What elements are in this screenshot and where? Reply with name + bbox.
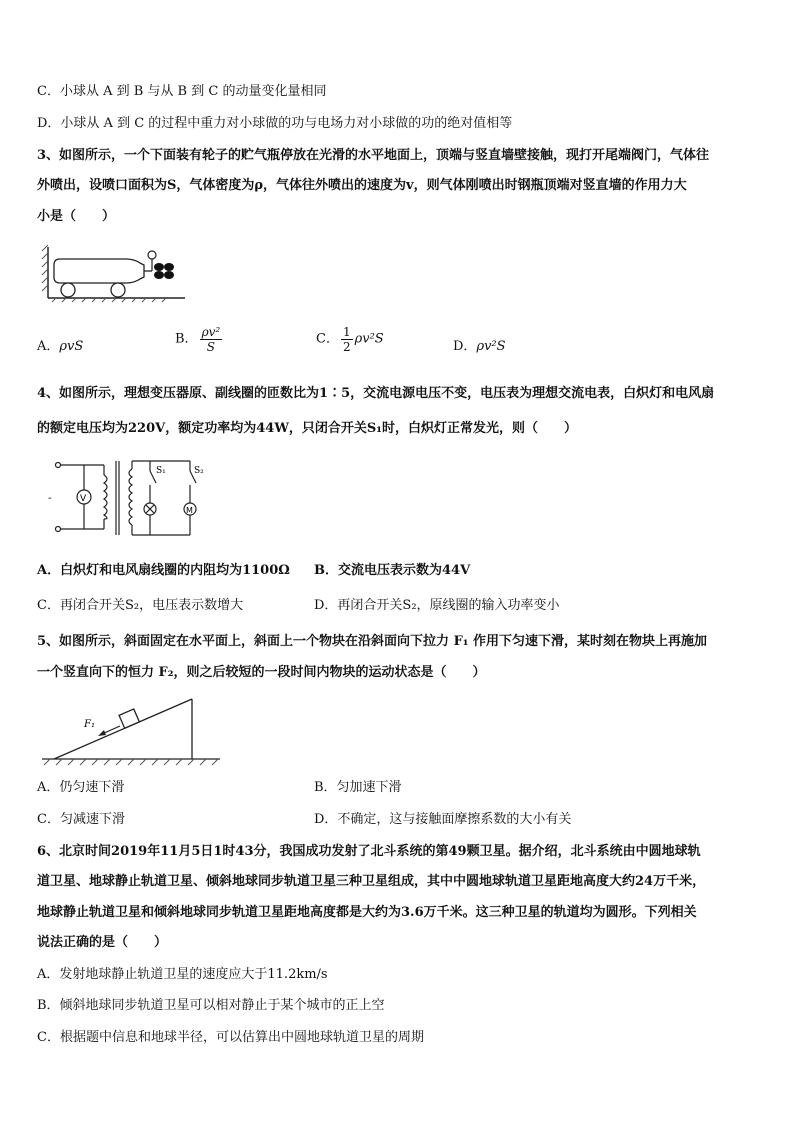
q4-option-b: B．交流电压表示数为44V [314,563,471,578]
q6-stem-line1: 6、北京时间2019年11月5日1时43分，我国成功发射了北斗系统的第49颗卫星。据介绍，北斗系统由中圆地球轨 [37,844,701,859]
q3-option-a-label: A． [37,339,60,354]
q5-option-a: A．仍匀速下滑 [37,780,125,795]
q3-option-c-numerator: 1 [342,325,351,339]
q4-figure-s1-label: S₁ [156,466,166,476]
q4-stem-line2: 的额定电压均为220V，额定功率均为44W，只闭合开关S₁时，白炽灯正常发光，则（ ） [37,421,577,436]
q2-option-c: C．小球从 A 到 B 与从 B 到 C 的动量变化量相同 [37,84,327,99]
q3-option-d-label: D． [453,339,477,354]
q6-stem-line4: 说法正确的是（ ） [37,935,168,950]
q6-stem-line2: 道卫星、地球静止轨道卫星、倾斜地球同步轨道卫星三种卫星组成，其中中圆地球轨道卫星距地高度大约24万千米， [37,874,706,889]
q4-option-c: C．再闭合开关S₂，电压表示数增大 [37,598,244,613]
q3-option-c-label: C． [316,331,339,347]
q3-option-d-expr: ρv²S [476,339,506,354]
q5-option-d: D．不确定，这与接触面摩擦系数的大小有关 [314,812,572,827]
q6-option-b: B．倾斜地球同步轨道卫星可以相对静止于某个城市的正上空 [37,998,385,1013]
q4-figure-voltmeter-label: V [80,494,87,504]
q5-option-c: C．匀减速下滑 [37,812,125,827]
q4-figure-minus: - [48,493,52,504]
q3-option-a [37,339,83,355]
q4-option-a: A．白炽灯和电风扇线圈的内阻均为1100Ω [37,563,290,578]
q2-option-d: D．小球从 A 到 C 的过程中重力对小球做的功与电场力对小球做的功的绝对值相等 [37,116,513,131]
q3-option-c [316,325,384,354]
q4-option-d: D．再闭合开关S₂，原线圈的输入功率变小 [314,598,560,613]
q3-stem-line2: 外喷出，设喷口面积为S，气体密度为ρ，气体往外喷出的速度为v，则气体刚喷出时钢瓶顶端对竖直墙的作用力大 [37,178,687,193]
q5-stem-line2: 一个竖直向下的恒力 F₂，则之后较短的一段时间内物块的运动状态是（ ） [37,665,486,680]
q5-figure-f1-label: F₁ [84,719,95,730]
q5-incline-figure [40,695,225,770]
q6-stem-line3: 地球静止轨道卫星和倾斜地球同步轨道卫星距地高度都是大约为3.6万千米。这三种卫星的轨道均为圆形。下列相关 [37,905,697,920]
q3-option-a-expr: ρvS [59,339,84,354]
q6-option-c: C．根据题中信息和地球半径，可以估算出中圆地球轨道卫星的周期 [37,1030,424,1045]
q4-figure-motor-label: M [186,506,193,515]
q4-transformer-circuit-figure [44,455,224,541]
q6-option-a: A．发射地球静止轨道卫星的速度应大于11.2km/s [37,967,328,982]
q3-option-c-expr: ρv²S [354,331,384,347]
q3-stem-line1: 3、如图所示，一个下面装有轮子的贮气瓶停放在光滑的水平地面上，顶端与竖直墙壁接触，现打开尾端阀门，气体往 [37,148,710,163]
q4-figure-s2-label: S₂ [194,466,204,476]
q3-option-b-denominator: S [206,340,215,354]
q5-option-b: B．匀加速下滑 [314,780,402,795]
q3-gas-bottle-figure [40,243,190,303]
q3-option-b-label: B． [175,331,198,347]
q4-stem-line1: 4、如图所示，理想变压器原、副线圈的匝数比为1∶5，交流电源电压不变，电压表为理想交流电表，白炽灯和电风扇 [37,386,715,401]
q3-option-d [453,339,506,355]
q3-option-c-denominator: 2 [342,340,351,354]
q5-stem-line1: 5、如图所示，斜面固定在水平面上，斜面上一个物块在沿斜面向下拉力 F₁ 作用下匀速下滑，某时刻在物块上再施加 [37,634,708,649]
q3-option-c-fraction [341,325,353,354]
q3-option-b-fraction [200,325,223,354]
q3-stem-line3: 小是（ ） [37,209,116,224]
q3-option-b-numerator: ρv² [201,325,221,339]
q3-option-b [175,325,224,354]
